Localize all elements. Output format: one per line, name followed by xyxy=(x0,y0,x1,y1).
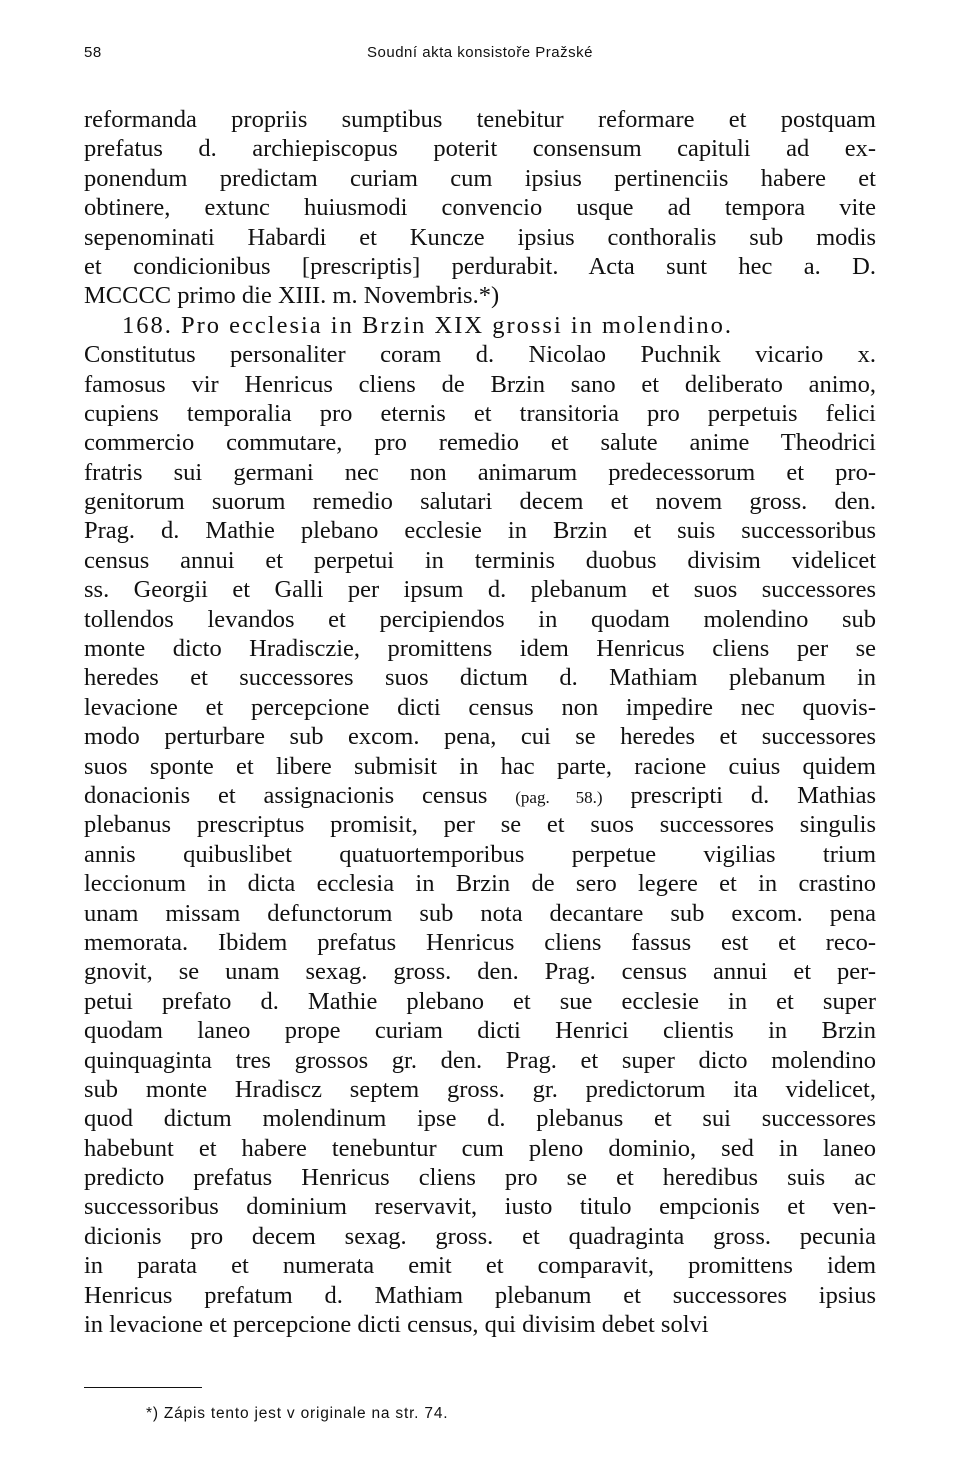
text-line: modo perturbare sub excom. pena, cui se heredes et successores xyxy=(84,723,876,751)
text-line: petui prefato d. Mathie plebano et sue ecclesie in et super xyxy=(84,987,876,1015)
footnote-rule xyxy=(84,1387,202,1388)
text-segment: donacionis et assignacionis census xyxy=(84,781,516,809)
text-line: sepenominati Habardi et Kuncze ipsius conthoralis sub modis xyxy=(84,223,876,251)
text-line: MCCCC primo die XIII. m. Novembris.*) xyxy=(84,282,500,310)
text-line: genitorum suorum remedio salutari decem et novem gross. den. xyxy=(84,488,876,516)
text-line: leccionum in dicta ecclesia in Brzin de sero legere et in crastino xyxy=(84,870,876,898)
text-line: in levacione et percepcione dicti census, qui divisim debet solvi xyxy=(84,1311,709,1339)
text-line: memorata. Ibidem prefatus Henricus cliens fassus est et reco- xyxy=(84,928,876,956)
text-line: in parata et numerata emit et comparavit, promittens idem xyxy=(84,1252,876,1280)
text-line: dicionis pro decem sexag. gross. et quadraginta gross. pecunia xyxy=(84,1222,876,1250)
text-line: heredes et successores suos dictum d. Mathiam plebanum in xyxy=(84,664,876,692)
text-line: tollendos levandos et percipiendos in quodam molendino sub xyxy=(84,605,876,633)
text-line: Constitutus personaliter coram d. Nicolao Puchnik vicario x. xyxy=(84,341,876,369)
text-line: prefatus d. archiepiscopus poterit consensum capituli ad ex- xyxy=(84,135,876,163)
text-line: Prag. d. Mathie plebano ecclesie in Brzin et suis successoribus xyxy=(84,517,876,545)
text-line: cupiens temporalia pro eternis et transitoria pro perpetuis felici xyxy=(84,399,876,427)
page-number: 58 xyxy=(84,44,102,61)
body-text xyxy=(84,105,876,1339)
text-line: plebanus prescriptus promisit, per se et suos successores singulis xyxy=(84,811,876,839)
text-line: obtinere, extunc huiusmodi convencio usque ad tempora vite xyxy=(84,194,876,222)
text-line: famosus vir Henricus cliens de Brzin sano et deliberato animo, xyxy=(84,370,876,398)
text-line: sub monte Hradiscz septem gross. gr. predictorum ita videlicet, xyxy=(84,1075,876,1103)
text-line: quod dictum molendinum ipse d. plebanus et sui successores xyxy=(84,1105,876,1133)
text-line: levacione et percepcione dicti census non impedire nec quovis- xyxy=(84,693,876,721)
text-segment: prescripti d. Mathias xyxy=(602,781,876,809)
text-line: reformanda propriis sumptibus tenebitur reformare et postquam xyxy=(84,106,876,133)
text-line: gnovit, se unam sexag. gross. den. Prag. census annui et per- xyxy=(84,958,876,986)
text-line: quinquaginta tres grossos gr. den. Prag. et super dicto molendino xyxy=(84,1046,876,1074)
text-line: monte dicto Hradisczie, promittens idem Henricus cliens per se xyxy=(84,635,876,663)
text-line: Henricus prefatum d. Mathiam plebanum et successores ipsius xyxy=(84,1281,876,1309)
text-line: unam missam defunctorum sub nota decantare sub excom. pena xyxy=(84,899,876,927)
text-line: habebunt et habere tenebuntur cum pleno dominio, sed in laneo xyxy=(84,1134,876,1162)
text-line: census annui et perpetui in terminis duobus divisim videlicet xyxy=(84,546,876,574)
footnote: *) Zápis tento jest v originale na str. 74. xyxy=(146,1405,449,1422)
text-line: annis quibuslibet quatuortemporibus perpetue vigilias trium xyxy=(84,840,876,868)
text-line xyxy=(84,781,876,810)
page-header xyxy=(84,44,876,68)
text-line: ss. Georgii et Galli per ipsum d. plebanum et suos successores xyxy=(84,576,876,604)
text-line: commercio commutare, pro remedio et salute anime Theodrici xyxy=(84,429,876,457)
running-title: Soudní akta konsistoře Pražské xyxy=(367,44,593,61)
text-line: fratris sui germani nec non animarum predecessorum et pro- xyxy=(84,458,876,486)
text-line: et condicionibus [prescriptis] perdurabit. Acta sunt hec a. D. xyxy=(84,252,876,280)
page-reference: (pag. 58.) xyxy=(515,787,603,807)
text-line: successoribus dominium reservavit, iusto titulo empcionis et ven- xyxy=(84,1193,876,1221)
text-line: suos sponte et libere submisit in hac parte, racione cuius quidem xyxy=(84,752,876,780)
text-line: 168. Pro ecclesia in Brzin XIX grossi in molendino. xyxy=(122,311,733,339)
text-line: quodam laneo prope curiam dicti Henrici clientis in Brzin xyxy=(84,1017,876,1045)
text-line: ponendum predictam curiam cum ipsius pertinenciis habere et xyxy=(84,164,876,192)
text-line: predicto prefatus Henricus cliens pro se et heredibus suis ac xyxy=(84,1164,876,1192)
